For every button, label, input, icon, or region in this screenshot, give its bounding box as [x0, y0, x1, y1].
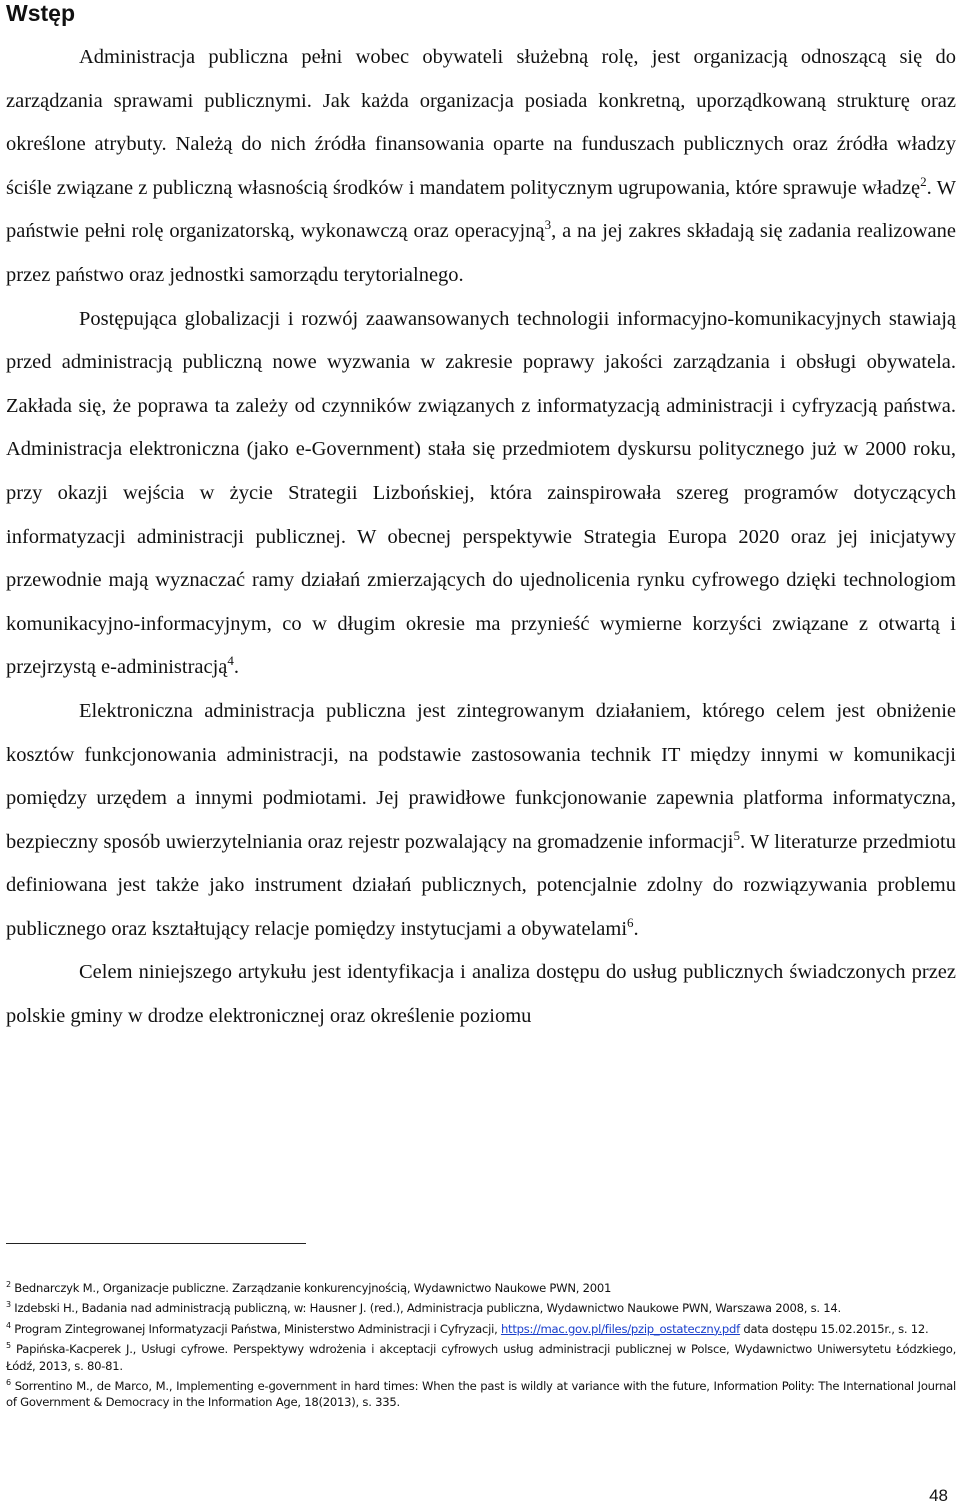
paragraph-text: . W państwie pełni rolę organizatorską, wykonawczą oraz operacyjną: [6, 176, 957, 243]
page-number: 48: [929, 1486, 948, 1505]
paragraph-4: [6, 951, 956, 1038]
paragraph-text: Elektroniczna administracja publiczna jest zintegrowanym działaniem, którego celem jest obniżenie kosztów funkcjonowania administracji, na podstawie zastosowania technik IT między innymi w komunikacji pomiędzy urzędem a innymi podmiotami. Jej prawidłowe funkcjonowanie zapewnia platforma informatyczna, bezpieczny sposób uwierzytelniania oraz rejestr pozwalający na gromadzenie informacji: [6, 699, 956, 853]
footnote-text: Program Zintegrowanej Informatyzacji Państwa, Ministerstwo Administracji i Cyfryzacji,: [14, 1321, 501, 1336]
footnote-reference[interactable]: 3: [544, 217, 552, 233]
paragraph-text: .: [633, 917, 639, 940]
paragraph-text: Postępująca globalizacji i rozwój zaawansowanych technologii informacyjno-komunikacyjnych stawiają przed administracją publiczną nowe wyzwania w zakresie poprawy jakości zarządzania i obsługi obywatela. Zakłada się, że poprawa ta zależy od czynników związanych z informatyzacją administracji i cyfryzacją państwa. Administracja elektroniczna (jako e-Government) stała się przedmiotem dyskursu politycznego już w 2000 roku, przy okazji wejścia w życie Strategii Lizbońskiej, która zainspirowała szereg programów dotyczących informatyzacji administracji publicznej. W obecnej perspektywie Strategia Europa 2020 oraz jej inicjatywy przewodnie mają wyznaczać ramy działań zmierzających do ujednolicenia rynku cyfrowego dzięki technologiom komunikacyjno-informacyjnym, co w długim okresie ma przynieść wymierne korzyści związane z otwartą i przejrzystą e-administracją: [6, 307, 956, 679]
footnote-3: [6, 1300, 956, 1316]
footnote-5: [6, 1341, 956, 1374]
paragraph-text: Administracja publiczna pełni wobec obywateli służebną rolę, jest organizacją odnoszącą się do zarządzania sprawami publicznymi. Jak każda organizacja posiada konkretną, uporządkowaną strukturę oraz określone atrybuty. Należą do nich źródła finansowania oparte na funduszach publicznych oraz źródła władzy ściśle związane z publiczną własnością środków i mandatem politycznym ugrupowania, które sprawuje władzę: [6, 46, 956, 199]
paragraph-3: [6, 690, 956, 952]
footnote-number: 3: [6, 1300, 11, 1310]
paragraph-1: [6, 36, 956, 298]
paragraph-text: Celem niniejszego artykułu jest identyfikacja i analiza dostępu do usług publicznych świadczonych przez polskie gminy w drodze elektronicznej oraz określenie poziomu: [6, 961, 956, 1028]
paragraph-text: . W literaturze przedmiotu definiowana jest także jako instrument działań publicznych, potencjalnie zdolny do rozwiązywania problemu publicznego oraz kształtujący relacje pomiędzy instytucjami a obywatelami: [6, 830, 956, 940]
footnote-number: 4: [6, 1320, 11, 1330]
footnote-link[interactable]: https://mac.gov.pl/files/pzip_ostateczny.pdf: [500, 1321, 740, 1336]
paragraph-text: .: [233, 656, 240, 679]
footnote-reference[interactable]: 5: [733, 827, 740, 843]
footnote-text: Izdebski H., Badania nad administracją publiczną, w: Hausner J. (red.), Administracja publiczna, Wydawnictwo Naukowe PWN, Warszawa 2008, s. 14.: [14, 1301, 841, 1316]
footnote-number: 6: [6, 1378, 11, 1388]
footnote-reference[interactable]: 4: [227, 653, 234, 669]
footnote-6: [6, 1378, 956, 1411]
footnote-number: 5: [6, 1341, 11, 1351]
footnotes: [6, 1280, 956, 1415]
footnote-2: [6, 1280, 956, 1296]
paragraph-text: , a na jej zakres składają się zadania realizowane przez państwo oraz jednostki samorządu terytorialnego.: [6, 220, 956, 286]
footnote-reference[interactable]: 2: [920, 173, 927, 189]
footnote-text: data dostępu 15.02.2015r., s. 12.: [739, 1321, 929, 1336]
body-text: [6, 36, 956, 1039]
footnote-separator: [6, 1243, 306, 1244]
footnote-text: Papińska-Kacperek J., Usługi cyfrowe. Perspektywy wdrożenia i akceptacji cyfrowych usług administracji publicznej w Polsce, Wydawnictwo Uniwersytetu Łódzkiego, Łódź, 2013, s. 80-81.: [6, 1342, 956, 1373]
footnote-text: Sorrentino M., de Marco, M., Implementing e-government in hard times: When the past is wildly at variance with the future, Information Polity: The International Journal of Government & Democracy in the Information Age, 18(2013), s. 335.: [6, 1379, 956, 1410]
footnote-text: Bednarczyk M., Organizacje publiczne. Zarządzanie konkurencyjnością, Wydawnictwo Naukowe PWN, 2001: [14, 1281, 612, 1295]
section-heading: Wstęp: [6, 0, 75, 26]
footnote-number: 2: [6, 1280, 11, 1289]
paragraph-2: [6, 298, 956, 690]
footnote-reference[interactable]: 6: [627, 914, 634, 930]
footnote-4: [6, 1321, 956, 1337]
